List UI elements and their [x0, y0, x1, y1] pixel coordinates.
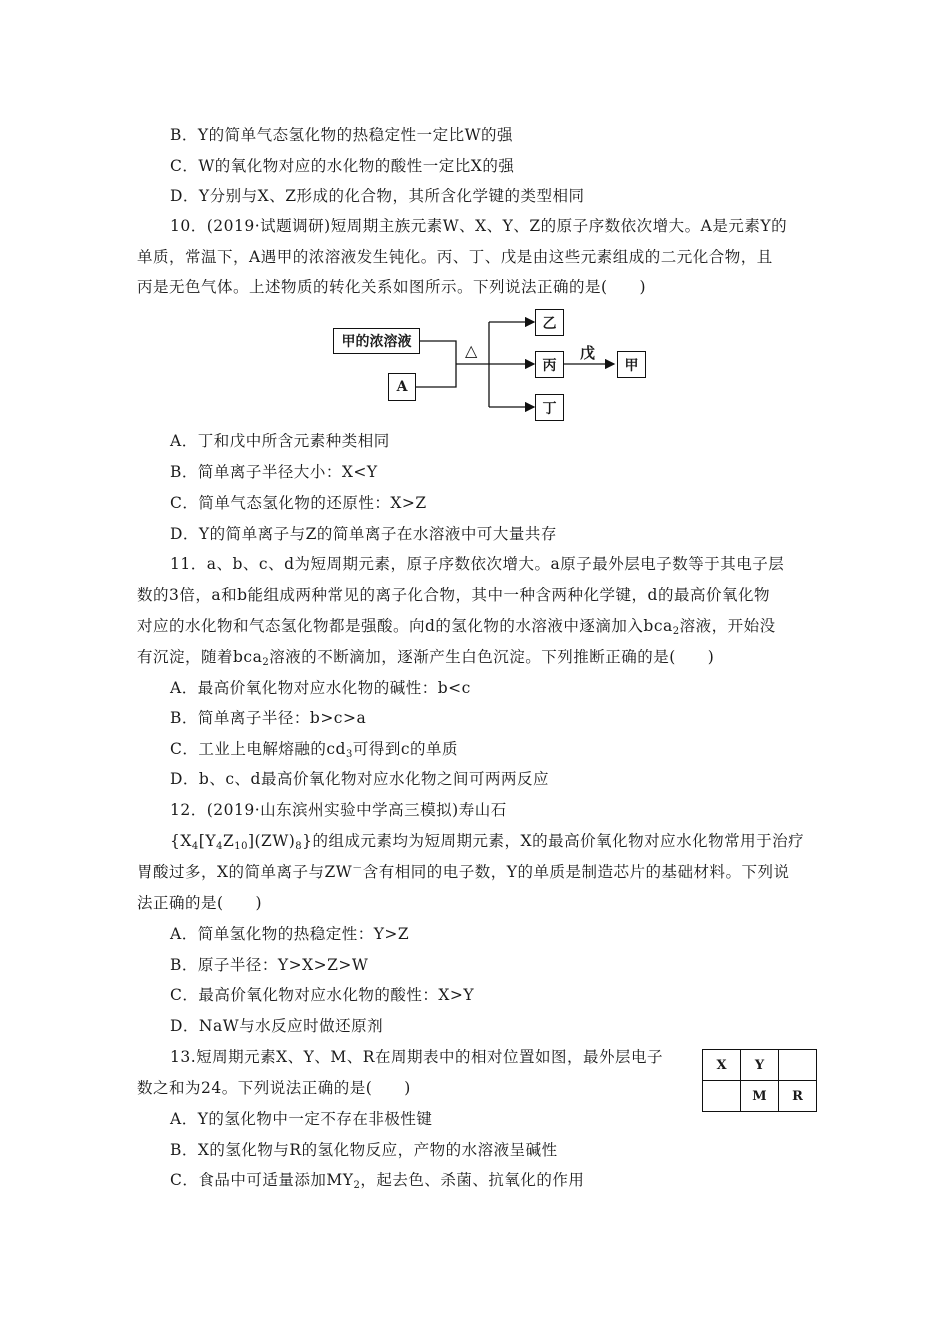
box-bing: 丙 — [535, 351, 564, 378]
q13-option-b: B．X的氢化物与R的氢化物反应，产物的水溶液呈碱性 — [170, 1141, 558, 1159]
q9-option-c: C．W的氧化物对应的水化物的酸性一定比X的强 — [170, 157, 515, 175]
q10-stem-line1: 10．(2019·试题调研)短周期主族元素W、X、Y、Z的原子序数依次增大。A是元素Y的 — [170, 217, 788, 235]
q10-stem-line2: 单质，常温下，A遇甲的浓溶液发生钝化。丙、丁、戊是由这些元素组成的二元化合物，且 — [137, 248, 773, 266]
q12-option-b: B．原子半径：Y>X>Z>W — [170, 956, 369, 974]
heat-symbol: △ — [465, 341, 478, 360]
box-ding: 丁 — [535, 394, 564, 421]
q13-option-c: C．食品中可适量添加$MY_2$，起去色、杀菌、抗氧化的作用 — [170, 1171, 585, 1191]
q9-option-b: B．Y的简单气态氢化物的热稳定性一定比W的强 — [170, 126, 514, 144]
q12-option-a: A．简单氢化物的热稳定性：Y>Z — [170, 925, 410, 943]
q11-stem-line2: 数的3倍，a和b能组成两种常见的离子化合物，其中一种含两种化学键，d的最高价氧化物 — [137, 586, 770, 604]
q11-stem-line1: 11．a、b、c、d为短周期元素，原子序数依次增大。a原子最外层电子数等于其电子层 — [170, 555, 785, 573]
q12-stem-line1: 12．(2019·山东滨州实验中学高三模拟)寿山石 — [170, 801, 507, 819]
cell-m: M — [741, 1081, 779, 1112]
q13-option-a: A．Y的氢化物中一定不存在非极性键 — [170, 1110, 433, 1128]
q11-option-a: A．最高价氧化物对应水化物的碱性：b<c — [170, 679, 471, 697]
q10-stem-line3: 丙是无色气体。上述物质的转化关系如图所示。下列说法正确的是( ) — [137, 278, 647, 296]
box-a: A — [388, 373, 416, 401]
q9-option-d: D．Y分别与X、Z形成的化合物，其所含化学键的类型相同 — [170, 187, 585, 205]
q13-stem-line1: 13.短周期元素X、Y、M、R在周期表中的相对位置如图，最外层电子 — [170, 1048, 663, 1066]
cell-r: R — [779, 1081, 817, 1112]
q10-option-c: C．简单气态氢化物的还原性：X>Z — [170, 494, 427, 512]
cell-empty-1 — [779, 1050, 817, 1081]
q10-option-d: D．Y的简单离子与Z的简单离子在水溶液中可大量共存 — [170, 525, 557, 543]
q12-stem-line4: 法正确的是( ) — [137, 894, 263, 912]
periodic-table-fragment — [702, 1049, 817, 1112]
q11-stem-line3: 对应的水化物和气态氢化物都是强酸。向d的氢化物的水溶液中逐滴加入bca$_2$溶液，开始没 — [137, 617, 776, 637]
q10-option-b: B．简单离子半径大小：X<Y — [170, 463, 378, 481]
q12-stem-line2: $\{X_4[Y_4Z_{10}](ZW)_8\}$的组成元素均为短周期元素，X的最高价氧化物对应水化物常用于治疗 — [170, 832, 805, 852]
box-jia-concentrated-solution: 甲的浓溶液 — [333, 328, 420, 354]
q11-stem-line4: 有沉淀，随着bca$_2$溶液的不断滴加，逐渐产生白色沉淀。下列推断正确的是( ) — [137, 648, 715, 668]
q11-option-d: D．b、c、d最高价氧化物对应水化物之间可两两反应 — [170, 770, 549, 788]
q12-option-c: C．最高价氧化物对应水化物的酸性：X>Y — [170, 986, 475, 1004]
cell-x: X — [703, 1050, 741, 1081]
cell-y: Y — [741, 1050, 779, 1081]
q13-stem-line2: 数之和为24。下列说法正确的是( ) — [137, 1079, 411, 1097]
cell-empty-2 — [703, 1081, 741, 1112]
q12-stem-line3: 胃酸过多，X的简单离子与ZW－含有相同的电子数，Y的单质是制造芯片的基础材料。下列说 — [137, 863, 790, 881]
q10-option-a: A．丁和戊中所含元素种类相同 — [170, 432, 390, 450]
q11-option-c: C．工业上电解熔融的$cd_3$可得到c的单质 — [170, 740, 459, 760]
q11-option-b: B．简单离子半径：b>c>a — [170, 709, 367, 727]
q12-option-d: D．NaW与水反应时做还原剂 — [170, 1017, 384, 1035]
arrow-label-wu: 戊 — [580, 344, 596, 362]
box-jia: 甲 — [617, 351, 646, 378]
box-yi: 乙 — [535, 309, 564, 336]
